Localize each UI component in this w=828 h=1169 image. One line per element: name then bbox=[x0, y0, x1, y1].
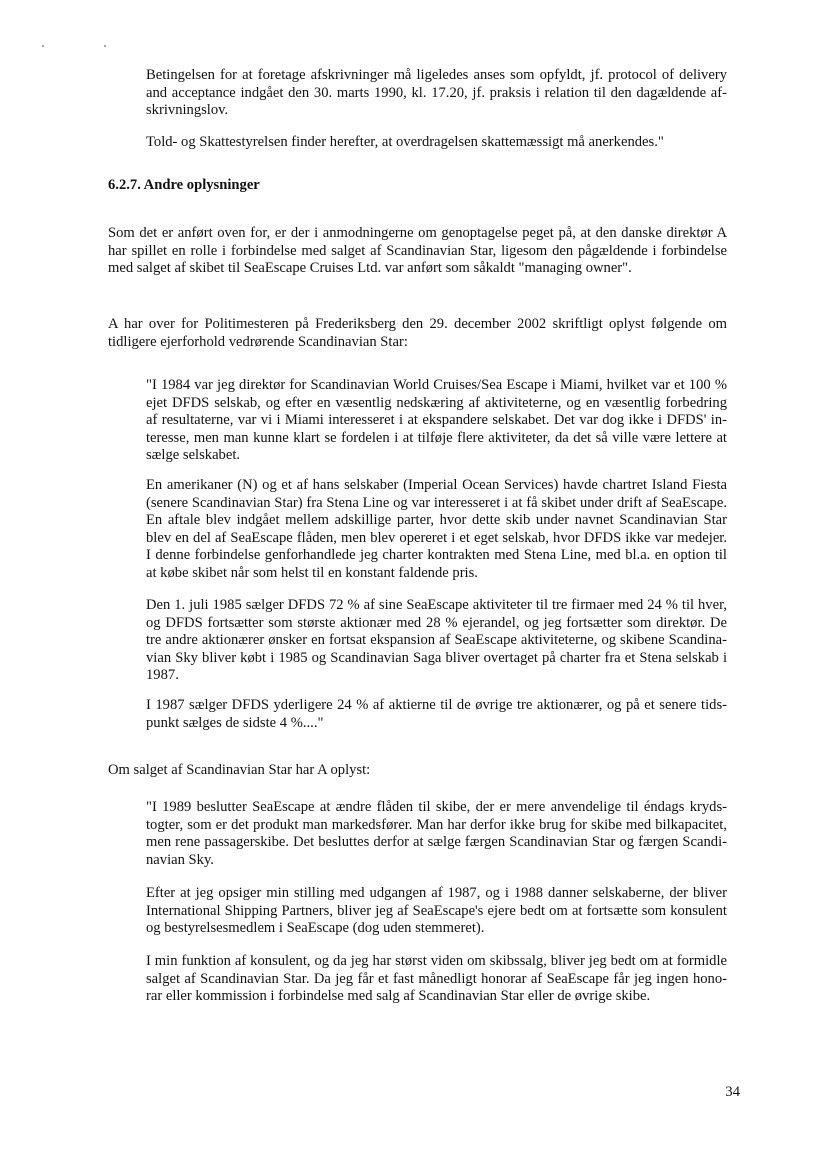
body-paragraph bbox=[108, 762, 727, 780]
text-line: rar eller kommission i forbindelse med salg af Scandinavian Star eller de øvrige skibe. bbox=[146, 988, 651, 1005]
body-paragraph bbox=[108, 316, 727, 351]
text-line: 1987. bbox=[146, 667, 179, 684]
text-line: men rene passagerskibe. Det besluttes derfor at sælge færgen Scandinavian Star og færgen Scandi- bbox=[146, 834, 727, 851]
text-line: at købe skibet når som helst til en konstant faldende pris. bbox=[146, 564, 478, 581]
quote-paragraph bbox=[146, 477, 727, 583]
text-line: Betingelsen for at foretage afskrivninger må ligeledes anses som opfyldt, jf. protocol of delivery bbox=[146, 67, 727, 83]
quote-paragraph bbox=[146, 67, 727, 120]
text-line: A har over for Politimesteren på Frederiksberg den 29. december 2002 skriftligt oplyst følgende om bbox=[108, 316, 727, 332]
text-line: (senere Scandinavian Star) fra Stena Line og var interesseret i at få skibet under drift af SeaEscape. bbox=[146, 494, 727, 511]
text-line: blev en del af SeaEscape flåden, men blev opereret i et eget selskab, hvor DFDS ikke var medejer. bbox=[146, 529, 727, 546]
quote-paragraph bbox=[146, 697, 727, 732]
text-line: af resultaterne, var vi i Miami interesseret i at ekspandere selskabet. Det var dog ikke i DFDS' in- bbox=[146, 412, 727, 429]
text-line: punkt sælges de sidste 4 %...." bbox=[146, 714, 324, 731]
text-line: salget af Scandinavian Star. Da jeg får et fast månedligt honorar af SeaEscape får jeg ingen hono- bbox=[146, 970, 727, 987]
text-line: Told- og Skattestyrelsen finder herefter, at overdragelsen skattemæssigt må anerkendes." bbox=[146, 134, 664, 150]
text-line: I min funktion af konsulent, og da jeg har størst viden om skibssalg, bliver jeg bedt om at formidle bbox=[146, 953, 727, 969]
text-line: og bestyrelsesmedlem i SeaEscape (dog uden stemmeret). bbox=[146, 920, 485, 937]
text-line: vian Sky bliver købt i 1985 og Scandinavian Saga bliver overtaget på charter fra et Stena selskab i bbox=[146, 649, 727, 666]
text-line: En amerikaner (N) og et af hans selskaber (Imperial Ocean Services) havde chartret Island Fiesta bbox=[146, 477, 727, 493]
text-line: teresse, men man kunne klart se fordelen i at tilføje flere aktiviteter, da det så ville være lettere at bbox=[146, 429, 727, 446]
quote-paragraph bbox=[146, 885, 727, 938]
text-line: "I 1984 var jeg direktør for Scandinavian World Cruises/Sea Escape i Miami, hvilket var et 100 % bbox=[146, 377, 727, 393]
quote-paragraph bbox=[146, 953, 727, 1006]
quote-paragraph bbox=[146, 377, 727, 465]
text-line: og DFDS fortsætter som største aktionær med 28 % ejerandel, og jeg fortsætter som direktør. De bbox=[146, 614, 727, 631]
quote-paragraph bbox=[146, 134, 727, 152]
text-line: Den 1. juli 1985 sælger DFDS 72 % af sine SeaEscape aktiviteter til tre firmaer med 24 % til hver, bbox=[146, 597, 727, 613]
text-line: Efter at jeg opsiger min stilling med udgangen af 1987, og i 1988 danner selskaberne, der bliver bbox=[146, 885, 727, 901]
text-line: Om salget af Scandinavian Star har A oplyst: bbox=[108, 762, 371, 778]
text-line: tre andre aktionærer ønsker en fortsat ekspansion af SeaEscape aktiviteterne, og skibene Scandina- bbox=[146, 632, 727, 649]
text-line: har spillet en rolle i forbindelse med salget af Scandinavian Star, ligesom den pågældende i forbindelse bbox=[108, 242, 727, 259]
text-line: I 1987 sælger DFDS yderligere 24 % af aktierne til de øvrige tre aktionærer, og på et senere tids- bbox=[146, 697, 727, 713]
text-line: togter, som er det produkt man markedsfører. Man har derfor ikke brug for skibe med bilkapacitet, bbox=[146, 816, 727, 833]
text-line: ejet DFDS selskab, og efter en væsentlig nedskæring af aktiviteterne, og en væsentlig forbedring bbox=[146, 394, 727, 411]
text-line: "I 1989 beslutter SeaEscape at ændre flåden til skibe, der er mere anvendelige til éndags kryds- bbox=[146, 799, 727, 815]
scan-speck bbox=[42, 45, 44, 47]
text-line: Som det er anført oven for, er der i anmodningerne om genoptagelse peget på, at den danske direktør A bbox=[108, 225, 727, 241]
text-line: En aftale blev indgået mellem adskillige parter, hvor dette skib under navnet Scandinavian Star bbox=[146, 512, 727, 529]
body-paragraph bbox=[108, 225, 727, 278]
text-line: navian Sky. bbox=[146, 851, 214, 868]
page-number: 34 bbox=[725, 1084, 740, 1100]
quote-paragraph bbox=[146, 597, 727, 685]
text-line: tidligere ejerforhold vedrørende Scandinavian Star: bbox=[108, 333, 408, 350]
text-line: International Shipping Partners, bliver jeg af SeaEscape's ejere bedt om at fortsætte som konsulent bbox=[146, 902, 727, 919]
text-line: sælge selskabet. bbox=[146, 447, 241, 464]
section-heading: 6.2.7. Andre oplysninger bbox=[108, 177, 260, 193]
quote-paragraph bbox=[146, 799, 727, 869]
scan-speck bbox=[104, 45, 106, 47]
text-line: skrivningslov. bbox=[146, 102, 229, 119]
text-line: med salget af skibet til SeaEscape Cruises Ltd. var anført som såkaldt "managing owner". bbox=[108, 260, 632, 277]
text-line: I denne forbindelse genforhandlede jeg charter kontrakten med Stena Line, med bl.a. en option til bbox=[146, 547, 727, 564]
text-line: and acceptance indgået den 30. marts 1990, kl. 17.20, jf. praksis i relation til den dagældende af- bbox=[146, 84, 727, 101]
